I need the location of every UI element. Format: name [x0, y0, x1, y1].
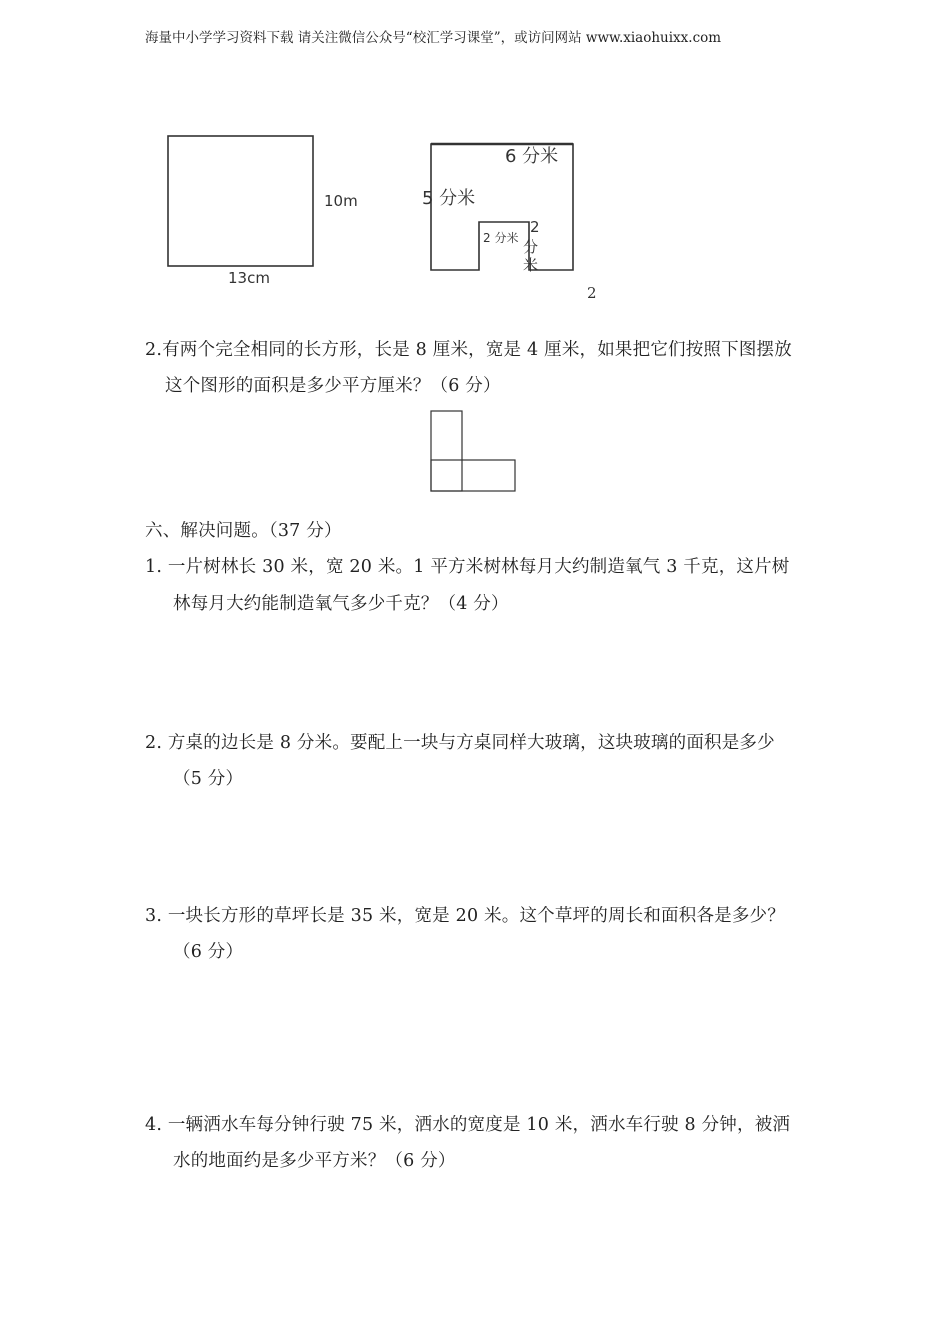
notch-below-label: 2: [587, 284, 597, 302]
problem2-line2: （5 分）: [173, 769, 244, 789]
notch-width-label: 2 分米: [483, 231, 519, 245]
page-header: 海量中小学学习资料下载 请关注微信公众号“校汇学习课堂”，或访问网站 www.xiaohuixx.com: [145, 30, 722, 46]
problem3-line2: （6 分）: [173, 942, 244, 962]
problem3-line1: 3. 一块长方形的草坪长是 35 米，宽是 20 米。这个草坪的周长和面积各是多少？: [145, 906, 785, 926]
problem1-line2: 林每月大约能制造氧气多少千克？（4 分）: [173, 594, 509, 614]
notch-top-label: 6 分米: [505, 146, 559, 167]
question2-line2: 这个图形的面积是多少平方厘米？（6 分）: [165, 376, 501, 396]
question2-line1: 2.有两个完全相同的长方形，长是 8 厘米，宽是 4 厘米，如果把它们按照下图摆放: [145, 340, 792, 360]
problem2-line1: 2. 方桌的边长是 8 分米。要配上一块与方桌同样大玻璃，这块玻璃的面积是多少: [145, 733, 775, 753]
square-height-label: 10m: [324, 192, 358, 210]
notch-height-label-mid: 分: [523, 238, 539, 256]
rectangles-l-figure: [428, 408, 520, 496]
notch-left-label: 5 分米: [422, 188, 476, 209]
problem4-line1: 4. 一辆洒水车每分钟行驶 75 米，洒水的宽度是 10 米，洒水车行驶 8 分钟，被洒: [145, 1115, 791, 1135]
problem1-line1: 1. 一片树林长 30 米，宽 20 米。1 平方米树林每月大约制造氧气 3 千克，这片树: [145, 557, 790, 577]
problem4-line2: 水的地面约是多少平方米？（6 分）: [173, 1151, 456, 1171]
notch-height-label-bot: 米: [523, 256, 539, 274]
notch-height-label-top: 2: [530, 218, 540, 236]
square-width-label: 13cm: [228, 269, 270, 287]
section6-title: 六、解决问题。（37 分）: [145, 521, 342, 541]
